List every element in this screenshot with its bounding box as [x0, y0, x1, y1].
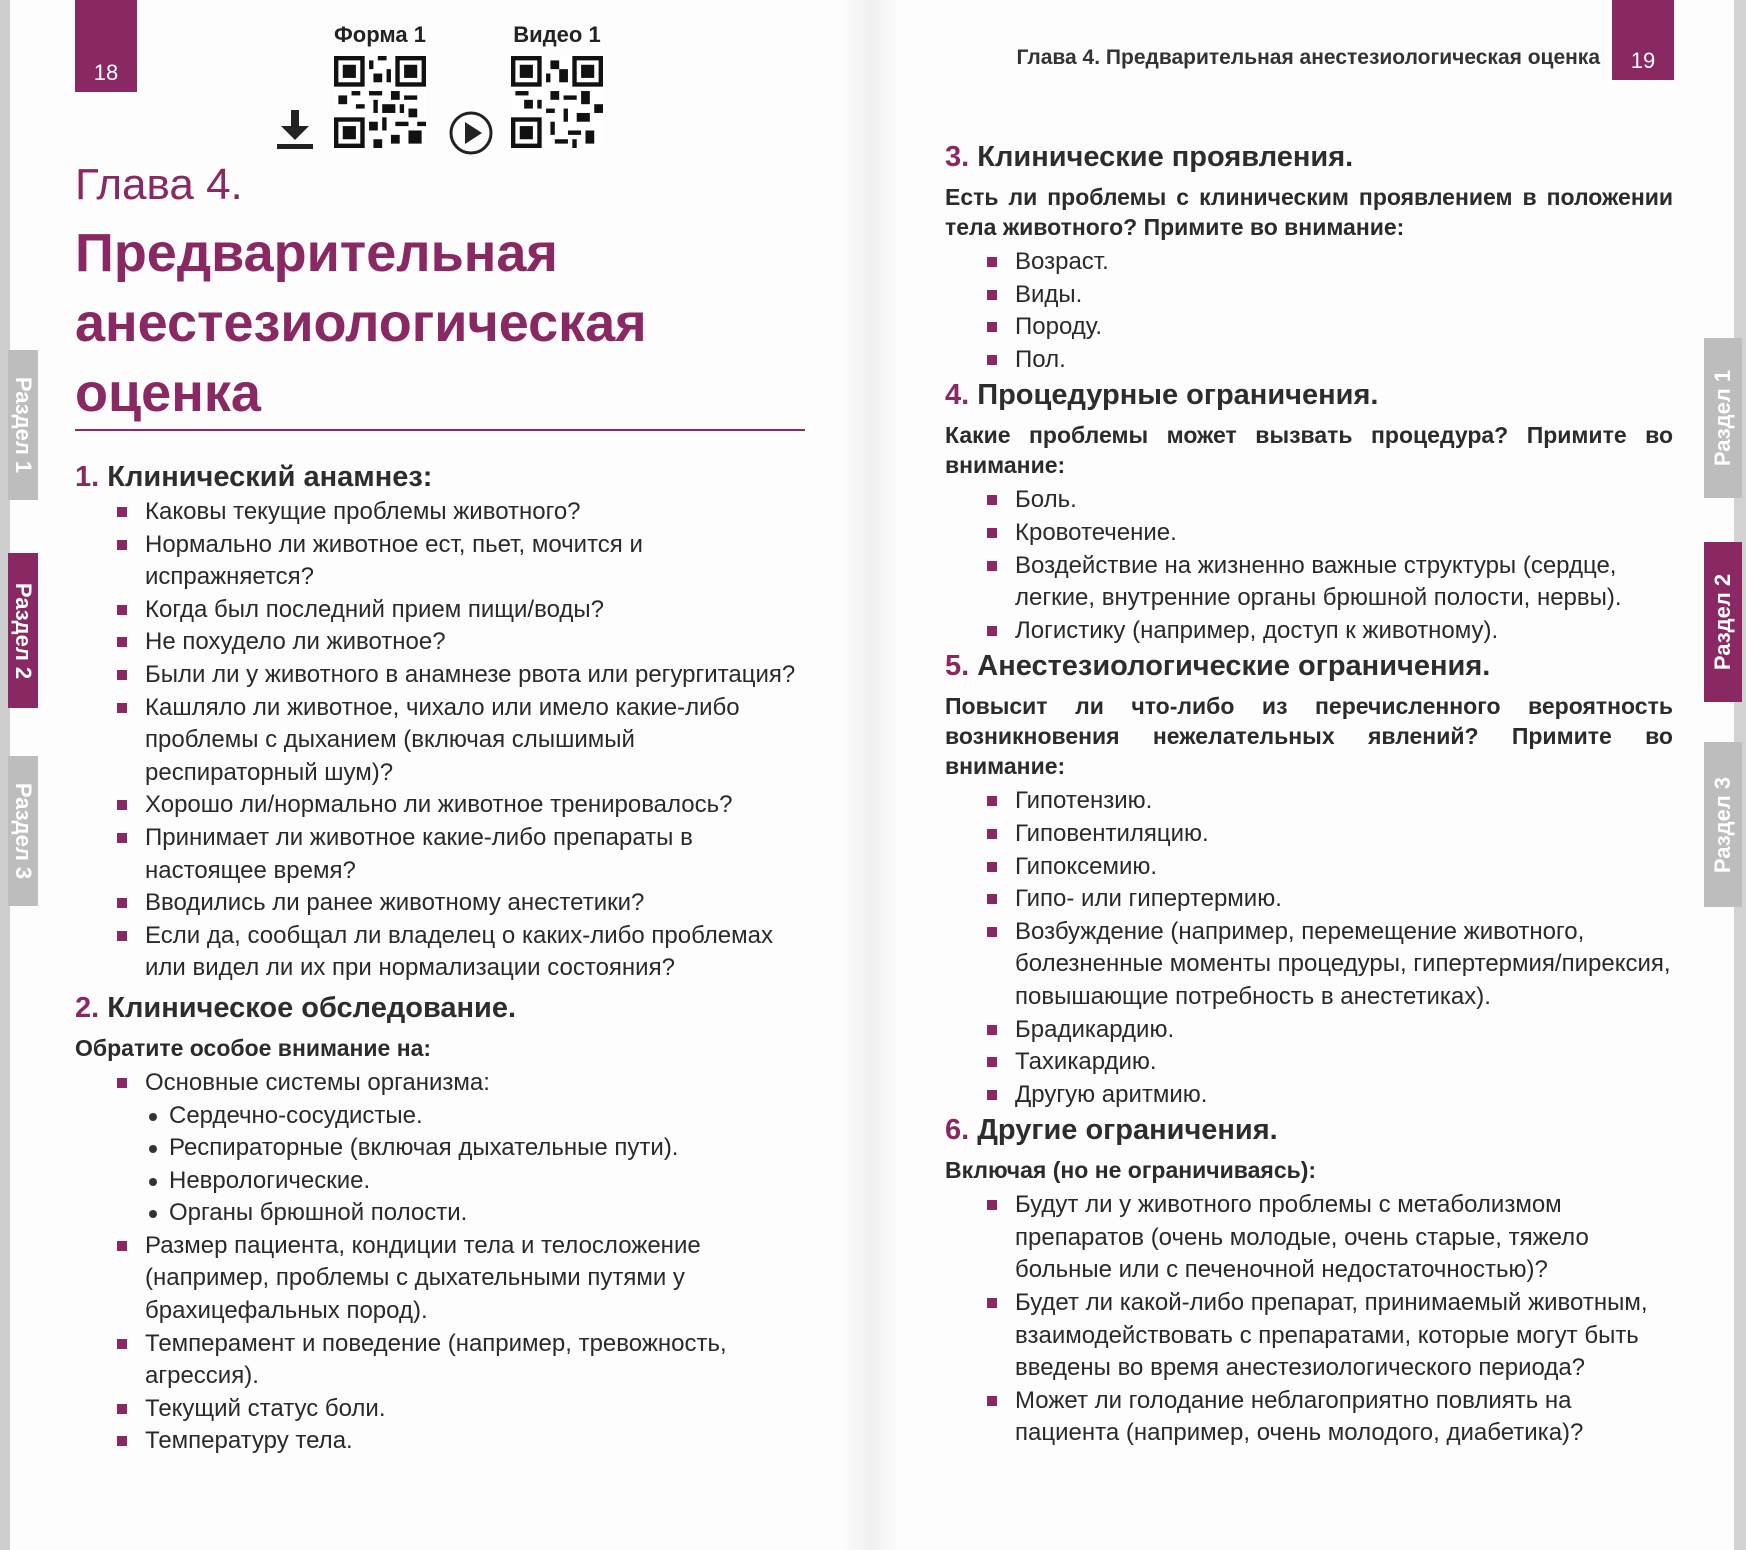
bullet-list [987, 246, 1673, 376]
sub-list-item: Респираторные (включая дыхательные пути). [145, 1132, 805, 1165]
bullet-list [987, 1189, 1673, 1450]
list-item: Будут ли у животного проблемы с метаболизмом препаратов (очень молодые, очень старые, тяжело больные или с печеночной недостаточностью)? [987, 1189, 1673, 1287]
right-page-content [945, 138, 1673, 1450]
right-tab-section-1[interactable] [1704, 338, 1742, 498]
list-item: Гиповентиляцию. [987, 818, 1673, 851]
qr-form-block[interactable] [320, 22, 440, 148]
left-tab-section-2[interactable] [8, 553, 38, 708]
list-item: Будет ли какой-либо препарат, принимаемый животным, взаимодействовать с препаратами, которые могут быть введены во время анестезиологического периода? [987, 1287, 1673, 1385]
list-item: Каковы текущие проблемы животного? [117, 496, 805, 529]
section-number: 6. [945, 1114, 970, 1147]
tab-label: Раздел 1 [11, 376, 36, 474]
chapter-title: Предварительная анестезиологическая оценка [75, 223, 647, 423]
right-tab-section-2[interactable] [1704, 542, 1742, 702]
list-item: Тахикардию. [987, 1046, 1673, 1079]
list-item: Кашляло ли животное, чихало или имело какие-либо проблемы с дыханием (включая слышимый респираторный шум)? [117, 692, 805, 790]
sub-list [145, 1100, 805, 1230]
section-number: 1. [75, 461, 100, 493]
tab-label: Раздел 1 [1710, 369, 1735, 467]
section-heading-6 [945, 1111, 1673, 1149]
list-item: Брадикардию. [987, 1014, 1673, 1047]
chapter-number: Глава 4. [75, 160, 243, 209]
sub-list-item: Сердечно-сосудистые. [145, 1100, 805, 1133]
section-heading-3 [945, 138, 1673, 176]
list-item: Пол. [987, 344, 1673, 377]
tab-label: Раздел 2 [11, 582, 36, 679]
list-item: Боль. [987, 484, 1673, 517]
left-tab-section-1[interactable] [8, 350, 38, 500]
bullet-list [987, 484, 1673, 647]
right-tab-section-3[interactable] [1704, 742, 1742, 907]
page-number-right: 19 [1612, 0, 1674, 80]
list-item: Воздействие на жизненно важные структуры (сердце, легкие, внутренние органы брюшной полости, нервы). [987, 550, 1673, 615]
list-item: Были ли у животного в анамнезе рвота или регургитация? [117, 659, 805, 692]
list-item: Возраст. [987, 246, 1673, 279]
qr-code-icon[interactable] [332, 56, 428, 148]
qr-video-label: Видео 1 [513, 22, 601, 47]
section-question: Включая (но не ограничиваясь): [945, 1157, 1317, 1184]
running-head: Глава 4. Предварительная анестезиологическая оценка [1016, 46, 1600, 69]
page-number-left: 18 [75, 0, 137, 92]
bullet-list [117, 1067, 805, 1458]
section-title: Другие ограничения. [977, 1114, 1278, 1147]
bullet-list [117, 496, 805, 985]
list-item: Вводились ли ранее животному анестетики? [117, 887, 805, 920]
sub-list-item: Органы брюшной полости. [145, 1197, 805, 1230]
section-heading-2 [75, 989, 805, 1027]
qr-video-block[interactable] [497, 22, 617, 148]
list-item: Гипотензию. [987, 785, 1673, 818]
list-item: Может ли голодание неблагоприятно повлиять на пациента (например, очень молодого, диабетика)? [987, 1385, 1673, 1450]
list-item: Не похудело ли животное? [117, 626, 805, 659]
section-heading-4 [945, 376, 1673, 414]
list-item: Гипо- или гипертермию. [987, 883, 1673, 916]
list-item: Нормально ли животное ест, пьет, мочится и испражняется? [117, 529, 805, 594]
section-question: Есть ли проблемы с клиническим проявлением в положении тела животного? Примите во внимание: [945, 184, 1673, 240]
qr-code-icon[interactable] [509, 56, 605, 148]
list-item-text: Основные системы организма: [145, 1068, 490, 1096]
section-title: Клинический анамнез: [107, 461, 433, 493]
list-item: Хорошо ли/нормально ли животное тренировалось? [117, 789, 805, 822]
left-page-content [75, 458, 805, 1458]
section-heading-5 [945, 647, 1673, 685]
list-item: Логистику (например, доступ к животному). [987, 615, 1673, 648]
tab-label: Раздел 3 [1710, 776, 1735, 873]
section-number: 5. [945, 650, 970, 683]
section-title: Анестезиологические ограничения. [977, 650, 1491, 683]
sub-list-item: Неврологические. [145, 1165, 805, 1198]
list-item: Возбуждение (например, перемещение животного, болезненные моменты процедуры, гипертермия/пирексия, повышающие потребность в анестетиках). [987, 916, 1673, 1014]
play-icon[interactable] [448, 110, 494, 156]
list-item: Когда был последний прием пищи/воды? [117, 594, 805, 627]
list-item [117, 1067, 805, 1230]
list-item: Другую аритмию. [987, 1079, 1673, 1112]
tab-label: Раздел 2 [1710, 573, 1735, 671]
list-item: Текущий статус боли. [117, 1393, 805, 1426]
qr-form-label: Форма 1 [334, 22, 426, 47]
list-item: Гипоксемию. [987, 851, 1673, 884]
left-tab-section-3[interactable] [8, 756, 38, 906]
section-number: 4. [945, 379, 970, 412]
section-question: Обратите особое внимание на: [75, 1034, 432, 1061]
list-item: Породу. [987, 311, 1673, 344]
title-divider [75, 429, 805, 431]
section-question: Какие проблемы может вызвать процедура? Примите во внимание: [945, 422, 1673, 479]
download-icon[interactable] [273, 108, 317, 152]
list-item: Если да, сообщал ли владелец о каких-либо проблемах или видел ли их при нормализации состояния? [117, 920, 805, 985]
list-item: Виды. [987, 279, 1673, 312]
section-title: Процедурные ограничения. [977, 379, 1379, 412]
list-item: Кровотечение. [987, 517, 1673, 550]
list-item: Принимает ли животное какие-либо препараты в настоящее время? [117, 822, 805, 887]
list-item: Темперамент и поведение (например, тревожность, агрессия). [117, 1328, 805, 1393]
section-heading-1 [75, 458, 805, 496]
section-title: Клиническое обследование. [107, 991, 517, 1024]
bullet-list [987, 785, 1673, 1111]
tab-label: Раздел 3 [11, 782, 36, 880]
section-title: Клинические проявления. [977, 141, 1354, 173]
section-number: 3. [945, 141, 970, 173]
list-item: Температуру тела. [117, 1425, 805, 1458]
section-number: 2. [75, 991, 100, 1024]
section-question: Повысит ли что-либо из перечисленного вероятность возникновения нежелательных явлений? Примите во внимание: [945, 693, 1673, 780]
list-item: Размер пациента, кондиции тела и телосложение (например, проблемы с дыхательными путями у брахицефальных пород). [117, 1230, 805, 1328]
